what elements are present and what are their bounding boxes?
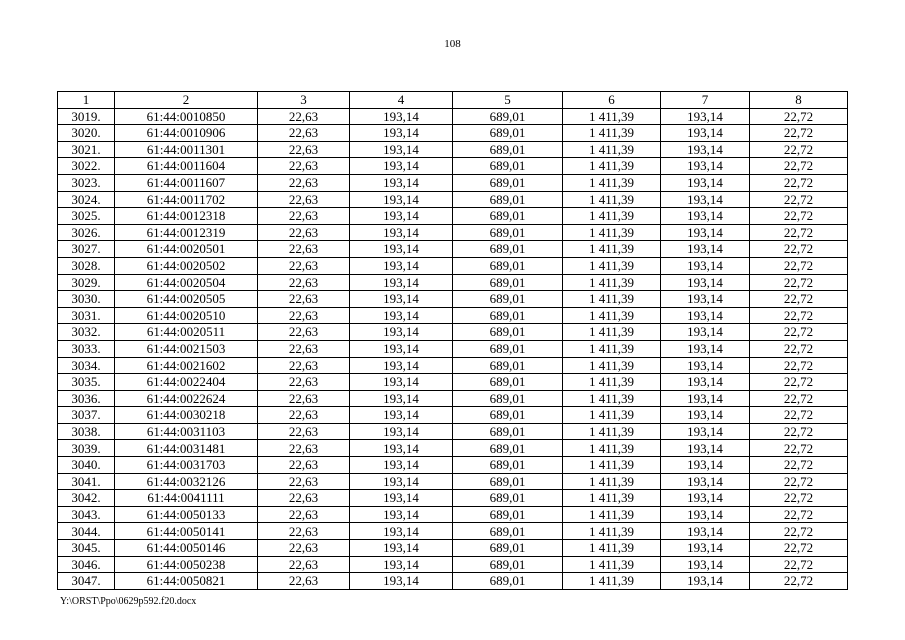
table-cell: 193,14	[350, 108, 453, 125]
table-cell: 22,72	[750, 307, 848, 324]
table-cell: 22,72	[750, 556, 848, 573]
table-cell: 1 411,39	[563, 340, 661, 357]
table-cell: 3030.	[58, 291, 115, 308]
table-cell: 3040.	[58, 457, 115, 474]
table-cell: 22,72	[750, 291, 848, 308]
table-cell: 689,01	[453, 473, 563, 490]
table-cell: 1 411,39	[563, 357, 661, 374]
column-header: 5	[453, 92, 563, 109]
table-cell: 22,63	[258, 473, 350, 490]
table-cell: 22,72	[750, 523, 848, 540]
table-cell: 193,14	[661, 423, 750, 440]
table-cell: 22,72	[750, 340, 848, 357]
table-cell: 193,14	[661, 374, 750, 391]
table-cell: 1 411,39	[563, 241, 661, 258]
table-cell: 61:44:0012319	[115, 224, 258, 241]
table-cell: 1 411,39	[563, 423, 661, 440]
column-header: 7	[661, 92, 750, 109]
table-cell: 689,01	[453, 141, 563, 158]
table-cell: 22,72	[750, 473, 848, 490]
table-cell: 3045.	[58, 540, 115, 557]
table-cell: 689,01	[453, 241, 563, 258]
table-cell: 689,01	[453, 540, 563, 557]
header-row	[58, 92, 848, 109]
table-cell: 22,72	[750, 257, 848, 274]
table-cell: 61:44:0050821	[115, 573, 258, 590]
table-cell: 1 411,39	[563, 573, 661, 590]
table-cell: 689,01	[453, 407, 563, 424]
table-cell: 193,14	[661, 407, 750, 424]
table-cell: 61:44:0041111	[115, 490, 258, 507]
table-cell: 1 411,39	[563, 191, 661, 208]
table-cell: 22,63	[258, 440, 350, 457]
table-cell: 1 411,39	[563, 307, 661, 324]
table-cell: 193,14	[661, 556, 750, 573]
table-cell: 193,14	[661, 158, 750, 175]
table-row	[58, 224, 848, 241]
table-cell: 1 411,39	[563, 540, 661, 557]
table-cell: 1 411,39	[563, 108, 661, 125]
table-cell: 193,14	[350, 457, 453, 474]
table-cell: 22,72	[750, 390, 848, 407]
table-cell: 1 411,39	[563, 174, 661, 191]
table-cell: 193,14	[350, 307, 453, 324]
table-cell: 3046.	[58, 556, 115, 573]
table-cell: 193,14	[350, 241, 453, 258]
table-cell: 22,72	[750, 224, 848, 241]
table-cell: 3028.	[58, 257, 115, 274]
table-cell: 22,72	[750, 324, 848, 341]
table-cell: 22,72	[750, 141, 848, 158]
table-cell: 61:44:0022624	[115, 390, 258, 407]
table-cell: 3042.	[58, 490, 115, 507]
table-cell: 3035.	[58, 374, 115, 391]
table-cell: 61:44:0011607	[115, 174, 258, 191]
table-cell: 3034.	[58, 357, 115, 374]
table-cell: 3036.	[58, 390, 115, 407]
table-row	[58, 158, 848, 175]
table-cell: 689,01	[453, 490, 563, 507]
table-cell: 22,72	[750, 457, 848, 474]
table-cell: 193,14	[661, 540, 750, 557]
table-cell: 193,14	[350, 440, 453, 457]
column-header: 3	[258, 92, 350, 109]
table-cell: 193,14	[661, 141, 750, 158]
table-cell: 193,14	[350, 291, 453, 308]
column-header: 6	[563, 92, 661, 109]
table-row	[58, 241, 848, 258]
table-cell: 22,72	[750, 274, 848, 291]
table-cell: 1 411,39	[563, 490, 661, 507]
table-cell: 689,01	[453, 307, 563, 324]
table-row	[58, 141, 848, 158]
table-cell: 22,63	[258, 224, 350, 241]
table-cell: 193,14	[661, 224, 750, 241]
table-cell: 22,63	[258, 307, 350, 324]
table-row	[58, 274, 848, 291]
table-cell: 22,63	[258, 208, 350, 225]
table-cell: 22,72	[750, 506, 848, 523]
table-cell: 22,63	[258, 573, 350, 590]
table-cell: 22,63	[258, 291, 350, 308]
table-cell: 689,01	[453, 423, 563, 440]
table-cell: 193,14	[661, 390, 750, 407]
table-cell: 689,01	[453, 108, 563, 125]
table-cell: 3022.	[58, 158, 115, 175]
table-cell: 22,72	[750, 241, 848, 258]
table-cell: 689,01	[453, 125, 563, 142]
table-cell: 3020.	[58, 125, 115, 142]
table-cell: 1 411,39	[563, 224, 661, 241]
table-row	[58, 174, 848, 191]
table-cell: 1 411,39	[563, 208, 661, 225]
table-cell: 3038.	[58, 423, 115, 440]
table-cell: 22,63	[258, 324, 350, 341]
table-cell: 193,14	[350, 174, 453, 191]
table-cell: 22,63	[258, 158, 350, 175]
table-cell: 1 411,39	[563, 506, 661, 523]
table-cell: 193,14	[661, 241, 750, 258]
table-cell: 22,63	[258, 191, 350, 208]
table-cell: 193,14	[350, 257, 453, 274]
table-cell: 193,14	[350, 473, 453, 490]
table-cell: 193,14	[350, 324, 453, 341]
table-cell: 61:44:0050238	[115, 556, 258, 573]
table-cell: 61:44:0020511	[115, 324, 258, 341]
table-row	[58, 457, 848, 474]
table-row	[58, 423, 848, 440]
table-cell: 3044.	[58, 523, 115, 540]
table-cell: 22,63	[258, 390, 350, 407]
table-cell: 689,01	[453, 440, 563, 457]
table-cell: 689,01	[453, 390, 563, 407]
table-cell: 1 411,39	[563, 257, 661, 274]
table-cell: 193,14	[661, 291, 750, 308]
table-cell: 689,01	[453, 506, 563, 523]
table-cell: 193,14	[661, 274, 750, 291]
table-cell: 193,14	[350, 540, 453, 557]
table-cell: 193,14	[350, 141, 453, 158]
table-row	[58, 540, 848, 557]
table-cell: 3027.	[58, 241, 115, 258]
table-row	[58, 573, 848, 590]
table-cell: 3026.	[58, 224, 115, 241]
table-row	[58, 407, 848, 424]
table-cell: 689,01	[453, 274, 563, 291]
table-row	[58, 324, 848, 341]
table-cell: 22,63	[258, 423, 350, 440]
table-cell: 61:44:0020502	[115, 257, 258, 274]
table-cell: 22,63	[258, 274, 350, 291]
table-cell: 61:44:0031703	[115, 457, 258, 474]
table-row	[58, 108, 848, 125]
table-cell: 193,14	[661, 440, 750, 457]
table-cell: 61:44:0011702	[115, 191, 258, 208]
table-cell: 22,72	[750, 490, 848, 507]
table-cell: 689,01	[453, 573, 563, 590]
table-cell: 3031.	[58, 307, 115, 324]
table-cell: 689,01	[453, 556, 563, 573]
column-header: 8	[750, 92, 848, 109]
table-cell: 61:44:0050146	[115, 540, 258, 557]
table-cell: 61:44:0021602	[115, 357, 258, 374]
table-cell: 689,01	[453, 158, 563, 175]
table-cell: 22,63	[258, 457, 350, 474]
table-cell: 689,01	[453, 374, 563, 391]
table-cell: 193,14	[350, 423, 453, 440]
table-cell: 22,72	[750, 440, 848, 457]
table-row	[58, 473, 848, 490]
table-cell: 193,14	[350, 158, 453, 175]
table-cell: 22,72	[750, 125, 848, 142]
table-cell: 61:44:0012318	[115, 208, 258, 225]
table-body	[58, 108, 848, 589]
table-cell: 193,14	[350, 191, 453, 208]
table-cell: 689,01	[453, 324, 563, 341]
table-cell: 3032.	[58, 324, 115, 341]
table-cell: 689,01	[453, 291, 563, 308]
table-cell: 61:44:0020510	[115, 307, 258, 324]
column-header: 1	[58, 92, 115, 109]
table-cell: 689,01	[453, 523, 563, 540]
table-row	[58, 208, 848, 225]
table-cell: 193,14	[350, 490, 453, 507]
table-cell: 193,14	[661, 506, 750, 523]
table-row	[58, 291, 848, 308]
table-cell: 22,72	[750, 208, 848, 225]
table-cell: 3023.	[58, 174, 115, 191]
table-cell: 61:44:0011301	[115, 141, 258, 158]
table-cell: 3024.	[58, 191, 115, 208]
table-cell: 1 411,39	[563, 374, 661, 391]
table-cell: 22,63	[258, 374, 350, 391]
table-cell: 22,63	[258, 407, 350, 424]
table-cell: 193,14	[661, 340, 750, 357]
table-cell: 61:44:0031103	[115, 423, 258, 440]
table-cell: 689,01	[453, 174, 563, 191]
table-row	[58, 125, 848, 142]
table-cell: 193,14	[661, 523, 750, 540]
table-cell: 22,63	[258, 125, 350, 142]
table-cell: 61:44:0050141	[115, 523, 258, 540]
table-cell: 61:44:0031481	[115, 440, 258, 457]
table-cell: 1 411,39	[563, 324, 661, 341]
table-cell: 3041.	[58, 473, 115, 490]
table-cell: 22,72	[750, 540, 848, 557]
table-cell: 1 411,39	[563, 158, 661, 175]
table-cell: 689,01	[453, 208, 563, 225]
table-cell: 193,14	[350, 274, 453, 291]
table-cell: 193,14	[661, 307, 750, 324]
table-cell: 193,14	[350, 506, 453, 523]
table-cell: 22,63	[258, 241, 350, 258]
table-cell: 1 411,39	[563, 291, 661, 308]
table-cell: 193,14	[661, 573, 750, 590]
table-cell: 1 411,39	[563, 523, 661, 540]
table-row	[58, 340, 848, 357]
table-cell: 61:44:0032126	[115, 473, 258, 490]
table-cell: 1 411,39	[563, 457, 661, 474]
page-number: 108	[444, 38, 461, 50]
table-cell: 22,63	[258, 506, 350, 523]
table-cell: 61:44:0010850	[115, 108, 258, 125]
table-cell: 193,14	[350, 208, 453, 225]
table-row	[58, 440, 848, 457]
table-cell: 61:44:0030218	[115, 407, 258, 424]
table-cell: 193,14	[661, 208, 750, 225]
table-cell: 22,72	[750, 423, 848, 440]
table-row	[58, 307, 848, 324]
data-table	[57, 91, 848, 590]
table-cell: 193,14	[661, 490, 750, 507]
table-cell: 1 411,39	[563, 390, 661, 407]
table-cell: 22,72	[750, 357, 848, 374]
table-cell: 22,63	[258, 257, 350, 274]
table-cell: 193,14	[350, 407, 453, 424]
table-cell: 3043.	[58, 506, 115, 523]
table-cell: 22,63	[258, 556, 350, 573]
table-cell: 193,14	[350, 523, 453, 540]
table-cell: 3039.	[58, 440, 115, 457]
table-cell: 193,14	[661, 473, 750, 490]
table-cell: 193,14	[661, 357, 750, 374]
table-cell: 193,14	[661, 257, 750, 274]
table-cell: 1 411,39	[563, 274, 661, 291]
table-cell: 22,72	[750, 108, 848, 125]
table-cell: 689,01	[453, 357, 563, 374]
table-cell: 3021.	[58, 141, 115, 158]
table-cell: 193,14	[661, 457, 750, 474]
table-cell: 3037.	[58, 407, 115, 424]
table-row	[58, 357, 848, 374]
table-row	[58, 506, 848, 523]
column-header: 4	[350, 92, 453, 109]
table-cell: 193,14	[350, 224, 453, 241]
table-cell: 3025.	[58, 208, 115, 225]
table-cell: 1 411,39	[563, 407, 661, 424]
table-cell: 61:44:0011604	[115, 158, 258, 175]
table-cell: 3047.	[58, 573, 115, 590]
table-cell: 22,63	[258, 357, 350, 374]
table-row	[58, 374, 848, 391]
table-cell: 22,63	[258, 108, 350, 125]
footer-file-path: Y:\ORST\Ppo\0629p592.f20.docx	[60, 596, 197, 607]
table-cell: 61:44:0050133	[115, 506, 258, 523]
table-cell: 61:44:0020501	[115, 241, 258, 258]
table-row	[58, 556, 848, 573]
table-cell: 193,14	[350, 357, 453, 374]
table-cell: 22,63	[258, 340, 350, 357]
table-cell: 193,14	[350, 340, 453, 357]
table-cell: 22,72	[750, 191, 848, 208]
table-cell: 1 411,39	[563, 440, 661, 457]
column-header: 2	[115, 92, 258, 109]
table-cell: 689,01	[453, 257, 563, 274]
table-cell: 193,14	[661, 125, 750, 142]
table-cell: 689,01	[453, 224, 563, 241]
table-cell: 193,14	[350, 125, 453, 142]
table-cell: 22,72	[750, 174, 848, 191]
table-cell: 61:44:0020504	[115, 274, 258, 291]
table-cell: 61:44:0022404	[115, 374, 258, 391]
table-cell: 689,01	[453, 457, 563, 474]
table-cell: 22,72	[750, 374, 848, 391]
table-cell: 193,14	[350, 374, 453, 391]
table-cell: 22,63	[258, 540, 350, 557]
table-cell: 193,14	[350, 573, 453, 590]
table-row	[58, 490, 848, 507]
table-cell: 193,14	[661, 174, 750, 191]
table-cell: 689,01	[453, 340, 563, 357]
table-cell: 193,14	[350, 556, 453, 573]
table-cell: 193,14	[350, 390, 453, 407]
table-cell: 193,14	[661, 108, 750, 125]
table-cell: 1 411,39	[563, 125, 661, 142]
table-row	[58, 523, 848, 540]
table-cell: 22,72	[750, 573, 848, 590]
table-cell: 3033.	[58, 340, 115, 357]
table-row	[58, 191, 848, 208]
table-cell: 3029.	[58, 274, 115, 291]
table-cell: 193,14	[661, 324, 750, 341]
table-cell: 689,01	[453, 191, 563, 208]
table-row	[58, 257, 848, 274]
table-cell: 61:44:0021503	[115, 340, 258, 357]
table-cell: 3019.	[58, 108, 115, 125]
table-cell: 193,14	[661, 191, 750, 208]
table-row	[58, 390, 848, 407]
table-cell: 22,63	[258, 174, 350, 191]
table-cell: 22,63	[258, 490, 350, 507]
table-cell: 22,72	[750, 407, 848, 424]
table-cell: 1 411,39	[563, 473, 661, 490]
table-cell: 61:44:0020505	[115, 291, 258, 308]
table-cell: 61:44:0010906	[115, 125, 258, 142]
table-cell: 1 411,39	[563, 556, 661, 573]
table-cell: 1 411,39	[563, 141, 661, 158]
table-cell: 22,63	[258, 141, 350, 158]
table-cell: 22,72	[750, 158, 848, 175]
table-cell: 22,63	[258, 523, 350, 540]
